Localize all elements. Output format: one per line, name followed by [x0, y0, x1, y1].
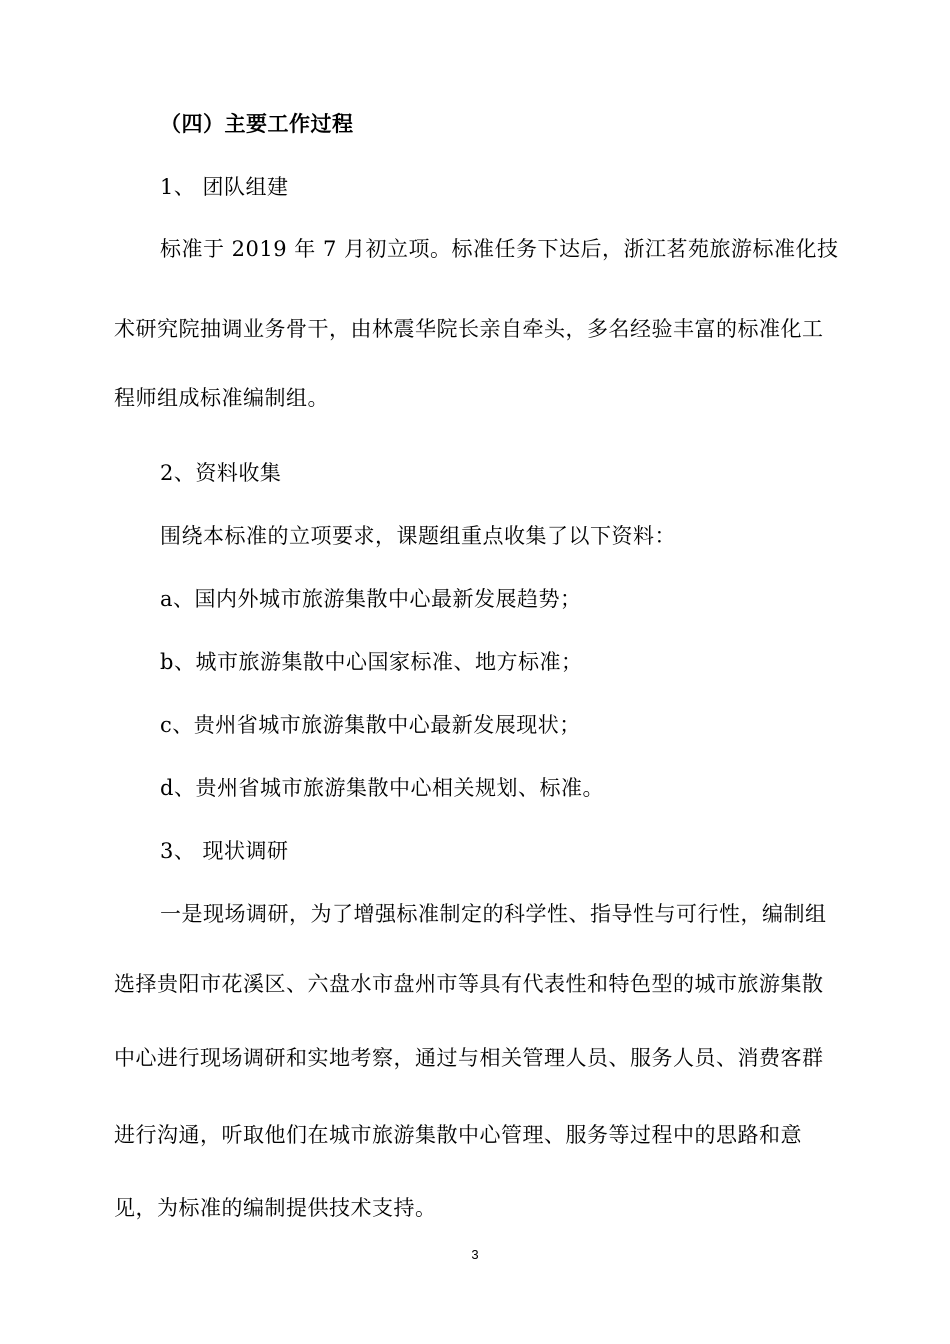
item3-para-line-4: 进行沟通，听取他们在城市旅游集散中心管理、服务等过程中的思路和意 — [114, 1123, 802, 1147]
item2-list-d: d、贵州省城市旅游集散中心相关规划、标准。 — [160, 776, 604, 800]
item1-para-line-3: 程师组成标准编制组。 — [114, 386, 329, 410]
item3-title: 3、 现状调研 — [160, 839, 289, 863]
item1-para-line-2: 术研究院抽调业务骨干，由林震华院长亲自牵头，多名经验丰富的标准化工 — [114, 317, 824, 341]
item3-para-line-1: 一是现场调研，为了增强标准制定的科学性、指导性与可行性，编制组 — [160, 902, 827, 926]
item2-list-c: c、贵州省城市旅游集散中心最新发展现状； — [160, 713, 581, 737]
item2-list-b: b、城市旅游集散中心国家标准、地方标准； — [160, 650, 583, 674]
item1-title: 1、 团队组建 — [160, 175, 289, 199]
item2-intro: 围绕本标准的立项要求，课题组重点收集了以下资料： — [160, 524, 676, 548]
item2-list-a: a、国内外城市旅游集散中心最新发展趋势； — [160, 587, 582, 611]
item1-para-line-1: 标准于 2019 年 7 月初立项。标准任务下达后，浙江茗苑旅游标准化技 — [160, 237, 839, 261]
page-number: 3 — [471, 1247, 479, 1262]
item3-para-line-5: 见，为标准的编制提供技术支持。 — [114, 1196, 437, 1220]
section-heading: （四）主要工作过程 — [160, 112, 354, 136]
item3-para-line-3: 中心进行现场调研和实地考察，通过与相关管理人员、服务人员、消费客群 — [114, 1046, 824, 1070]
item2-title: 2、资料收集 — [160, 461, 282, 485]
item3-para-line-2: 选择贵阳市花溪区、六盘水市盘州市等具有代表性和特色型的城市旅游集散 — [114, 972, 824, 996]
